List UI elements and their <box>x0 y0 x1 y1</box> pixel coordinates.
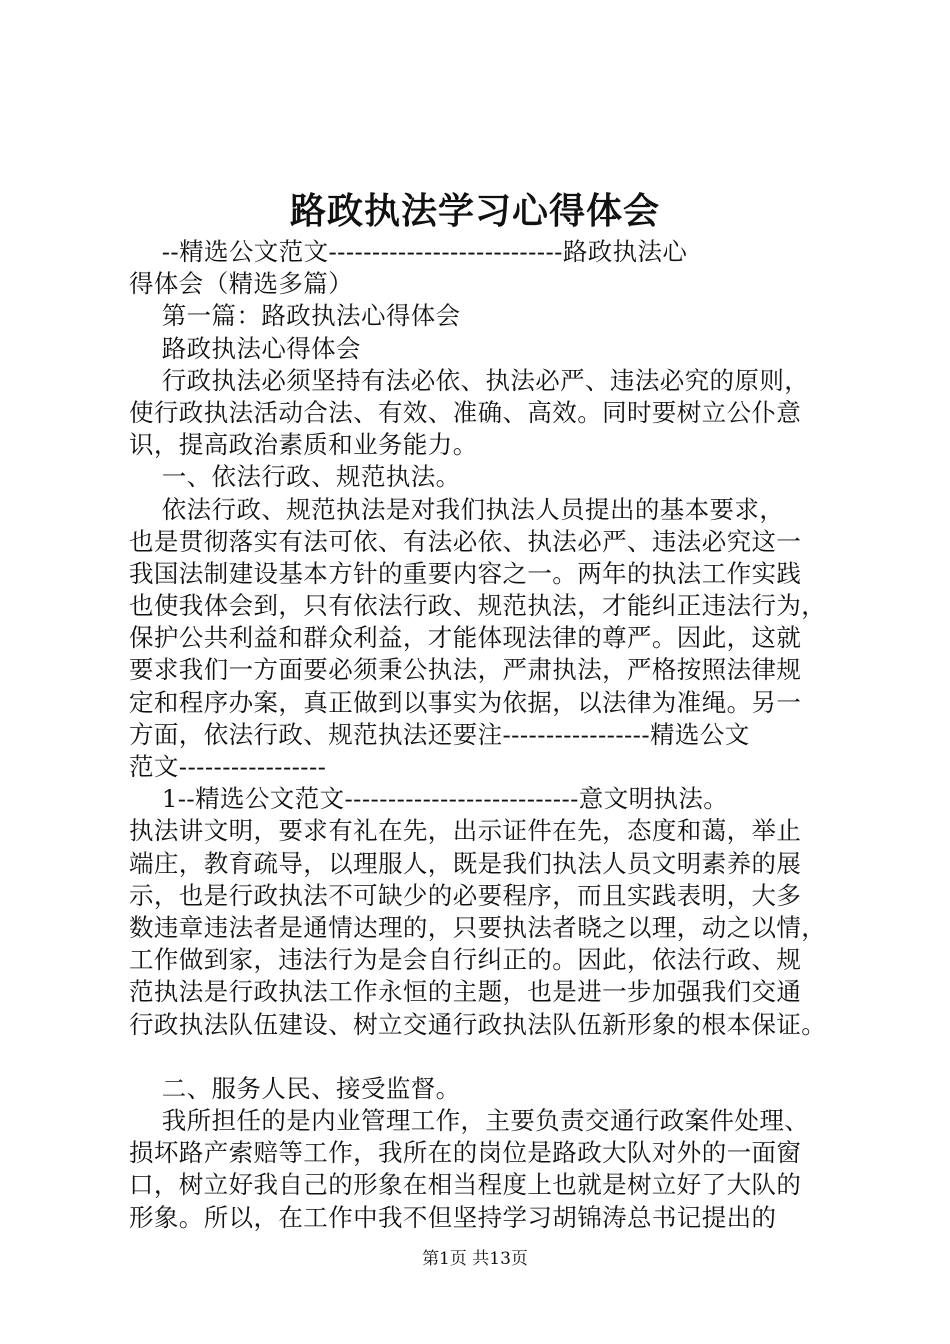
text-line: 依法行政、规范执法是对我们执法人员提出的基本要求， <box>129 494 785 524</box>
text-line: 也使我体会到，只有依法行政、规范执法，才能纠正违法行为， <box>129 591 827 621</box>
text-line: 示，也是行政执法不可缺少的必要程序，而且实践表明，大多 <box>129 880 802 910</box>
text-line: 损坏路产索赔等工作，我所在的岗位是路政大队对外的一面窗 <box>129 1138 802 1168</box>
text-line: 形象。所以，在工作中我不但坚持学习胡锦涛总书记提出的 <box>129 1202 777 1232</box>
text-line: 口，树立好我自己的形象在相当程度上也就是树立好了大队的 <box>129 1170 802 1200</box>
text-line: --精选公文范文---------------------------路政执法心 <box>129 237 688 266</box>
page-title: 路政执法学习心得体会 <box>289 190 660 232</box>
text-line: 数违章违法者是通情达理的，只要执法者晓之以理，动之以情， <box>129 912 827 942</box>
text-line: 得体会（精选多篇） <box>129 269 354 299</box>
text-line: 一、依法行政、规范执法。 <box>129 462 461 492</box>
text-line: 执法讲文明，要求有礼在先，出示证件在先，态度和蔼，举止 <box>129 816 802 846</box>
text-line: 定和程序办案，真正做到以事实为依据，以法律为准绳。另一 <box>129 687 802 717</box>
text-line: 识，提高政治素质和业务能力。 <box>129 430 478 460</box>
text-line: 第一篇：路政执法心得体会 <box>129 301 461 331</box>
text-line: 工作做到家，违法行为是会自行纠正的。因此，依法行政、规 <box>129 945 802 975</box>
text-line: 行政执法队伍建设、树立交通行政执法队伍新形象的根本保证。 <box>129 1009 827 1039</box>
text-line: 行政执法必须坚持有法必依、执法必严、违法必究的原则， <box>129 365 810 395</box>
blank-line <box>129 1041 851 1073</box>
text-line: 要求我们一方面要必须秉公执法，严肃执法，严格按照法律规 <box>129 655 802 685</box>
text-line: 我国法制建设基本方针的重要内容之一。两年的执法工作实践 <box>129 558 802 588</box>
text-line: 端庄，教育疏导，以理服人，既是我们执法人员文明素养的展 <box>129 848 802 878</box>
page-footer: 第1页 共13页 <box>422 1249 528 1269</box>
text-line: 范文----------------- <box>129 752 327 781</box>
text-line: 二、服务人民、接受监督。 <box>129 1073 461 1103</box>
text-line: 我所担任的是内业管理工作，主要负责交通行政案件处理、 <box>129 1106 810 1136</box>
text-line: 1--精选公文范文---------------------------意文明执法。 <box>129 784 729 814</box>
text-line: 方面，依法行政、规范执法还要注-----------------精选公文 <box>129 719 750 749</box>
text-line: 路政执法心得体会 <box>129 333 361 363</box>
text-line: 范执法是行政执法工作永恒的主题，也是进一步加强我们交通 <box>129 977 802 1007</box>
text-line: 也是贯彻落实有法可依、有法必依、执法必严、违法必究这一 <box>129 526 802 556</box>
text-line: 保护公共利益和群众利益，才能体现法律的尊严。因此，这就 <box>129 623 802 653</box>
document-body <box>129 236 851 1234</box>
text-line: 使行政执法活动合法、有效、准确、高效。同时要树立公仆意 <box>129 397 802 427</box>
